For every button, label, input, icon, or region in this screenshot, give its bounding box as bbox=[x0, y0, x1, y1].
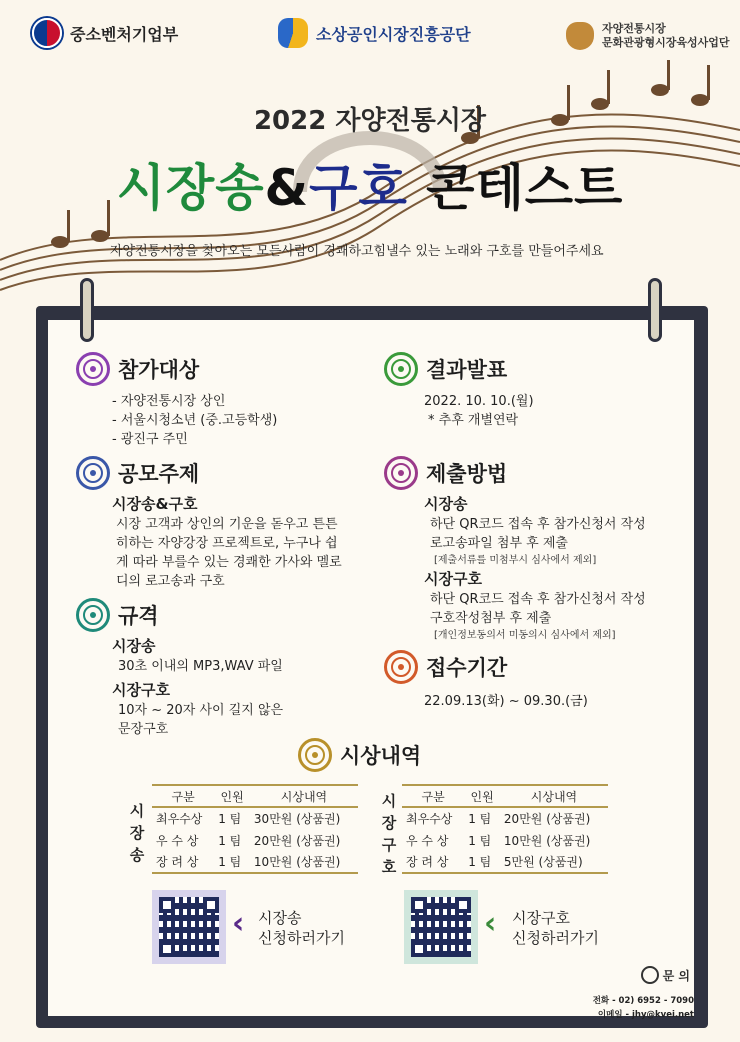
song-qr-code[interactable] bbox=[152, 890, 226, 964]
song-apply-link[interactable]: 시장송 신청하러가기 bbox=[258, 909, 345, 947]
submit-chant-note: [개인정보동의서 미동의시 심사에서 제외] bbox=[434, 630, 616, 641]
section-participants bbox=[76, 352, 366, 449]
title-chant: 구호 bbox=[309, 159, 408, 217]
org-jayang-line1: 자양전통시장 bbox=[602, 22, 666, 35]
awards-heading bbox=[298, 738, 421, 772]
contact-phone: 전화 - 02) 6952 - 7090 bbox=[592, 996, 694, 1006]
mascot-logo-icon bbox=[566, 22, 594, 50]
chevron-left-icon: ‹ bbox=[484, 906, 497, 941]
submit-chant-title: 시장구호 bbox=[424, 570, 482, 588]
taegeuk-logo-icon bbox=[32, 18, 62, 48]
participant-item: - 자양전통시장 상인 bbox=[112, 394, 226, 409]
disc-icon bbox=[384, 456, 418, 490]
chant-apply-link[interactable]: 시장구호 신청하러가기 bbox=[512, 909, 599, 947]
binder-clip-left bbox=[80, 278, 94, 342]
table-row: 우 수 상 1 팀 10만원 (상품권) bbox=[406, 833, 591, 848]
semas-logo-icon bbox=[278, 18, 308, 48]
section-result bbox=[384, 352, 674, 430]
org-jayang bbox=[566, 22, 730, 50]
spec-song-text: 30초 이내의 MP3,WAV 파일 bbox=[118, 659, 283, 674]
awards-title: 시상내역 bbox=[340, 744, 422, 768]
submit-song-line: 하단 QR코드 접속 후 참가신청서 작성 bbox=[430, 517, 646, 532]
table-row: 우 수 상 1 팀 20만원 (상품권) bbox=[156, 833, 341, 848]
submit-title: 제출방법 bbox=[426, 462, 508, 486]
org-mss-label: 중소벤처기업부 bbox=[70, 24, 179, 44]
disc-icon bbox=[641, 966, 659, 984]
table-row: 최우수상 1 팀 30만원 (상품권) bbox=[156, 812, 341, 826]
section-theme bbox=[76, 456, 376, 591]
table-header-row: 구분 인원 시상내역 bbox=[152, 785, 358, 807]
spec-chant-line: 10자 ~ 20자 사이 길지 않은 bbox=[118, 703, 284, 718]
theme-line: 디의 로고송과 구호 bbox=[116, 574, 225, 589]
theme-line: 시장 고객과 상인의 기운을 돋우고 튼튼 bbox=[116, 517, 338, 532]
qr-code-icon bbox=[159, 897, 219, 957]
disc-icon bbox=[76, 352, 110, 386]
submit-song-title: 시장송 bbox=[424, 495, 468, 513]
contact-email[interactable]: 이메일 - jhy@kvei.net bbox=[597, 1010, 694, 1020]
chant-award-table bbox=[402, 784, 608, 874]
chevron-left-icon: ‹ bbox=[232, 906, 245, 941]
disc-icon bbox=[298, 738, 332, 772]
submit-chant-line: 하단 QR코드 접속 후 참가신청서 작성 bbox=[430, 592, 646, 607]
submit-song-line: 로고송파일 첨부 후 제출 bbox=[430, 536, 568, 551]
period-title: 접수기간 bbox=[426, 656, 508, 680]
title-song: 시장송 bbox=[116, 159, 265, 217]
result-note: * 추후 개별연락 bbox=[428, 413, 519, 428]
spec-song-title: 시장송 bbox=[112, 637, 156, 655]
disc-icon bbox=[76, 598, 110, 632]
table-row: 최우수상 1 팀 20만원 (상품권) bbox=[406, 812, 591, 826]
contest-title bbox=[0, 148, 740, 220]
result-date: 2022. 10. 10.(월) bbox=[424, 394, 534, 409]
spec-chant-title: 시장구호 bbox=[112, 681, 170, 699]
title-contest: 콘테스트 bbox=[407, 159, 624, 217]
section-spec bbox=[76, 598, 376, 739]
section-submit bbox=[384, 456, 684, 644]
theme-line: 히하는 자양강장 프로젝트로, 누구나 쉽 bbox=[116, 536, 338, 551]
song-award-table bbox=[152, 784, 358, 874]
org-mss bbox=[32, 18, 178, 48]
qr-code-icon bbox=[411, 897, 471, 957]
participant-item: - 서울시청소년 (중.고등학생) bbox=[112, 413, 278, 428]
spec-title: 규격 bbox=[118, 604, 159, 628]
title-amp: & bbox=[264, 159, 310, 217]
theme-subtitle: 시장송&구호 bbox=[112, 495, 198, 513]
theme-title: 공모주제 bbox=[118, 462, 200, 486]
contest-subtitle: 2022 자양전통시장 bbox=[253, 106, 487, 136]
disc-icon bbox=[76, 456, 110, 490]
chant-qr-code[interactable] bbox=[404, 890, 478, 964]
contact-heading bbox=[604, 966, 690, 984]
song-award-label: 시 장 송 bbox=[129, 802, 145, 864]
result-title: 결과발표 bbox=[426, 358, 508, 382]
tagline: 자양전통시장을 찾아오는 모든사람이 경쾌하고힘낼수 있는 노래와 구호를 만들어주세요 bbox=[110, 244, 604, 259]
contact-title: 문 의 bbox=[662, 968, 690, 983]
spec-chant-line: 문장구호 bbox=[118, 722, 169, 737]
table-header-row: 구분 인원 시상내역 bbox=[402, 785, 608, 807]
org-semas bbox=[278, 18, 471, 48]
theme-line: 게 따라 부를수 있는 경쾌한 가사와 멜로 bbox=[116, 555, 342, 570]
chant-award-label: 시 장 구 호 bbox=[381, 792, 397, 876]
table-row: 장 려 상 1 팀 10만원 (상품권) bbox=[152, 851, 358, 873]
participant-item: - 광진구 주민 bbox=[112, 432, 188, 447]
disc-icon bbox=[384, 352, 418, 386]
section-period bbox=[384, 650, 674, 711]
submit-chant-line: 구호작성첨부 후 제출 bbox=[430, 611, 552, 626]
period-text: 22.09.13(화) ~ 09.30.(금) bbox=[424, 694, 588, 709]
submit-song-note: [제출서류를 미첨부시 심사에서 제외] bbox=[434, 555, 597, 566]
disc-icon bbox=[384, 650, 418, 684]
org-jayang-line2: 문화관광형시장육성사업단 bbox=[602, 36, 730, 49]
participants-title: 참가대상 bbox=[118, 358, 200, 382]
binder-clip-right bbox=[648, 278, 662, 342]
table-row: 장 려 상 1 팀 5만원 (상품권) bbox=[402, 851, 608, 873]
org-semas-label: 소상공인시장진흥공단 bbox=[316, 24, 471, 44]
header-logos bbox=[0, 18, 740, 58]
